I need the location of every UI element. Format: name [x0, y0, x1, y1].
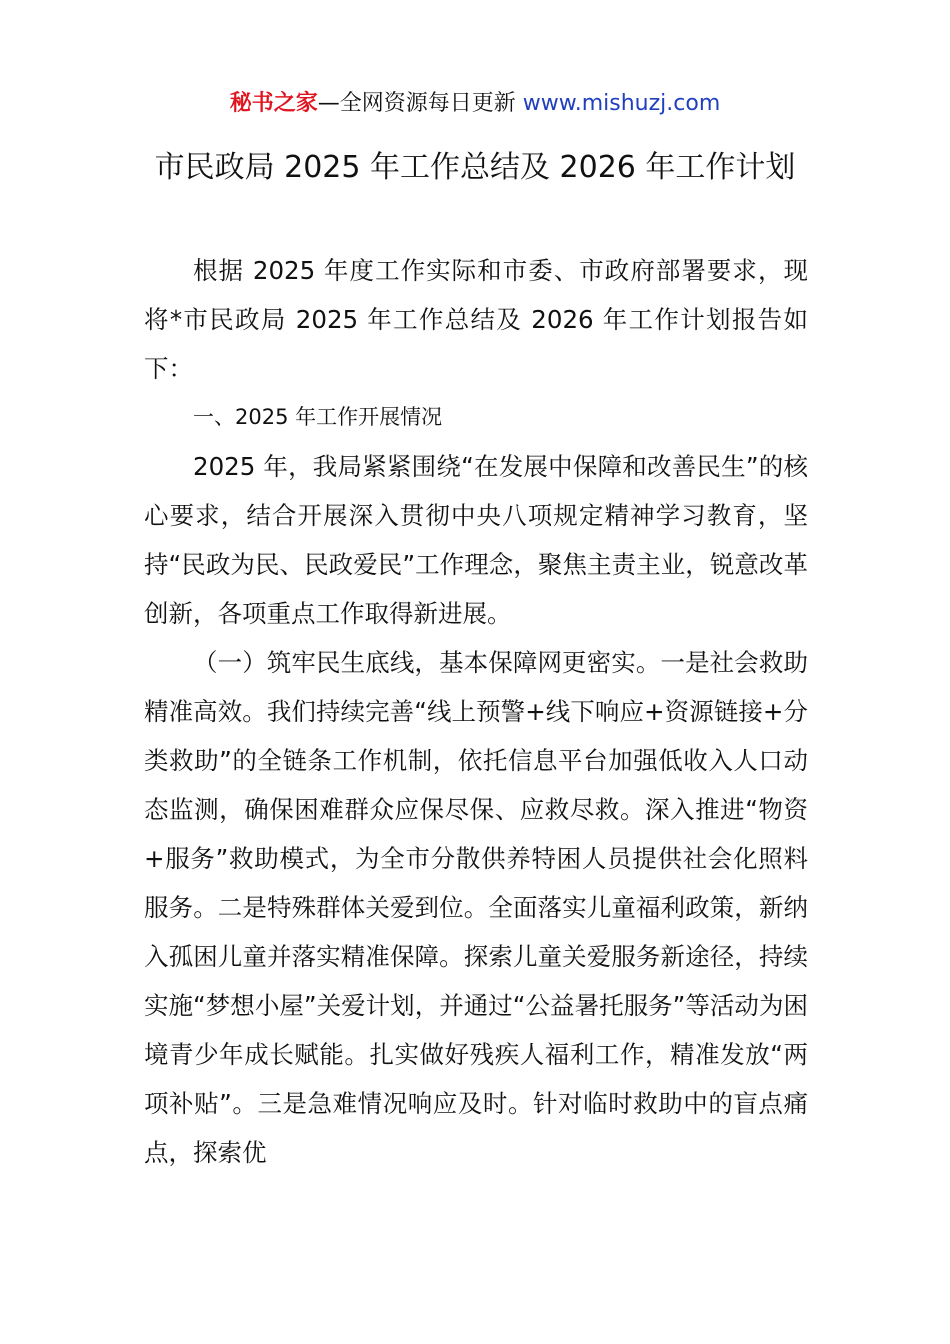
document-body — [144, 246, 808, 1177]
site-url-link[interactable]: www.mishuzj.com — [522, 91, 721, 116]
summary-paragraph: 2025 年，我局紧紧围绕“在发展中保障和改善民生”的核心要求，结合开展深入贯彻中央八项规定精神学习教育，坚持“民政为民、民政爱民”工作理念，聚焦主责主业，锐意改革创新，各项重点工作取得新进展。 — [144, 452, 808, 628]
site-tagline: —全网资源每日更新 — [317, 91, 516, 116]
site-header — [0, 88, 950, 120]
site-brand: 秘书之家 — [229, 91, 318, 116]
section-heading: 一、2025 年工作开展情况 — [193, 405, 443, 429]
document-title: 市民政局 2025 年工作总结及 2026 年工作计划 — [154, 150, 796, 185]
detail-paragraph: （一）筑牢民生底线，基本保障网更密实。一是社会救助精准高效。我们持续完善“线上预警+线下响应+资源链接+分类救助”的全链条工作机制，依托信息平台加强低收入人口动态监测，确保困难群众应保尽保、应救尽救。深入推进“物资+服务”救助模式，为全市分散供养特困人员提供社会化照料服务。二是特殊群体关爱到位。全面落实儿童福利政策，新纳入孤困儿童并落实精准保障。探索儿童关爱服务新途径，持续实施“梦想小屋”关爱计划，并通过“公益暑托服务”等活动为困境青少年成长赋能。扎实做好残疾人福利工作，精准发放“两项补贴”。三是急难情况响应及时。针对临时救助中的盲点痛点，探索优 — [144, 648, 808, 1167]
intro-paragraph: 根据 2025 年度工作实际和市委、市政府部署要求，现将*市民政局 2025 年工作总结及 2026 年工作计划报告如下： — [144, 256, 808, 383]
